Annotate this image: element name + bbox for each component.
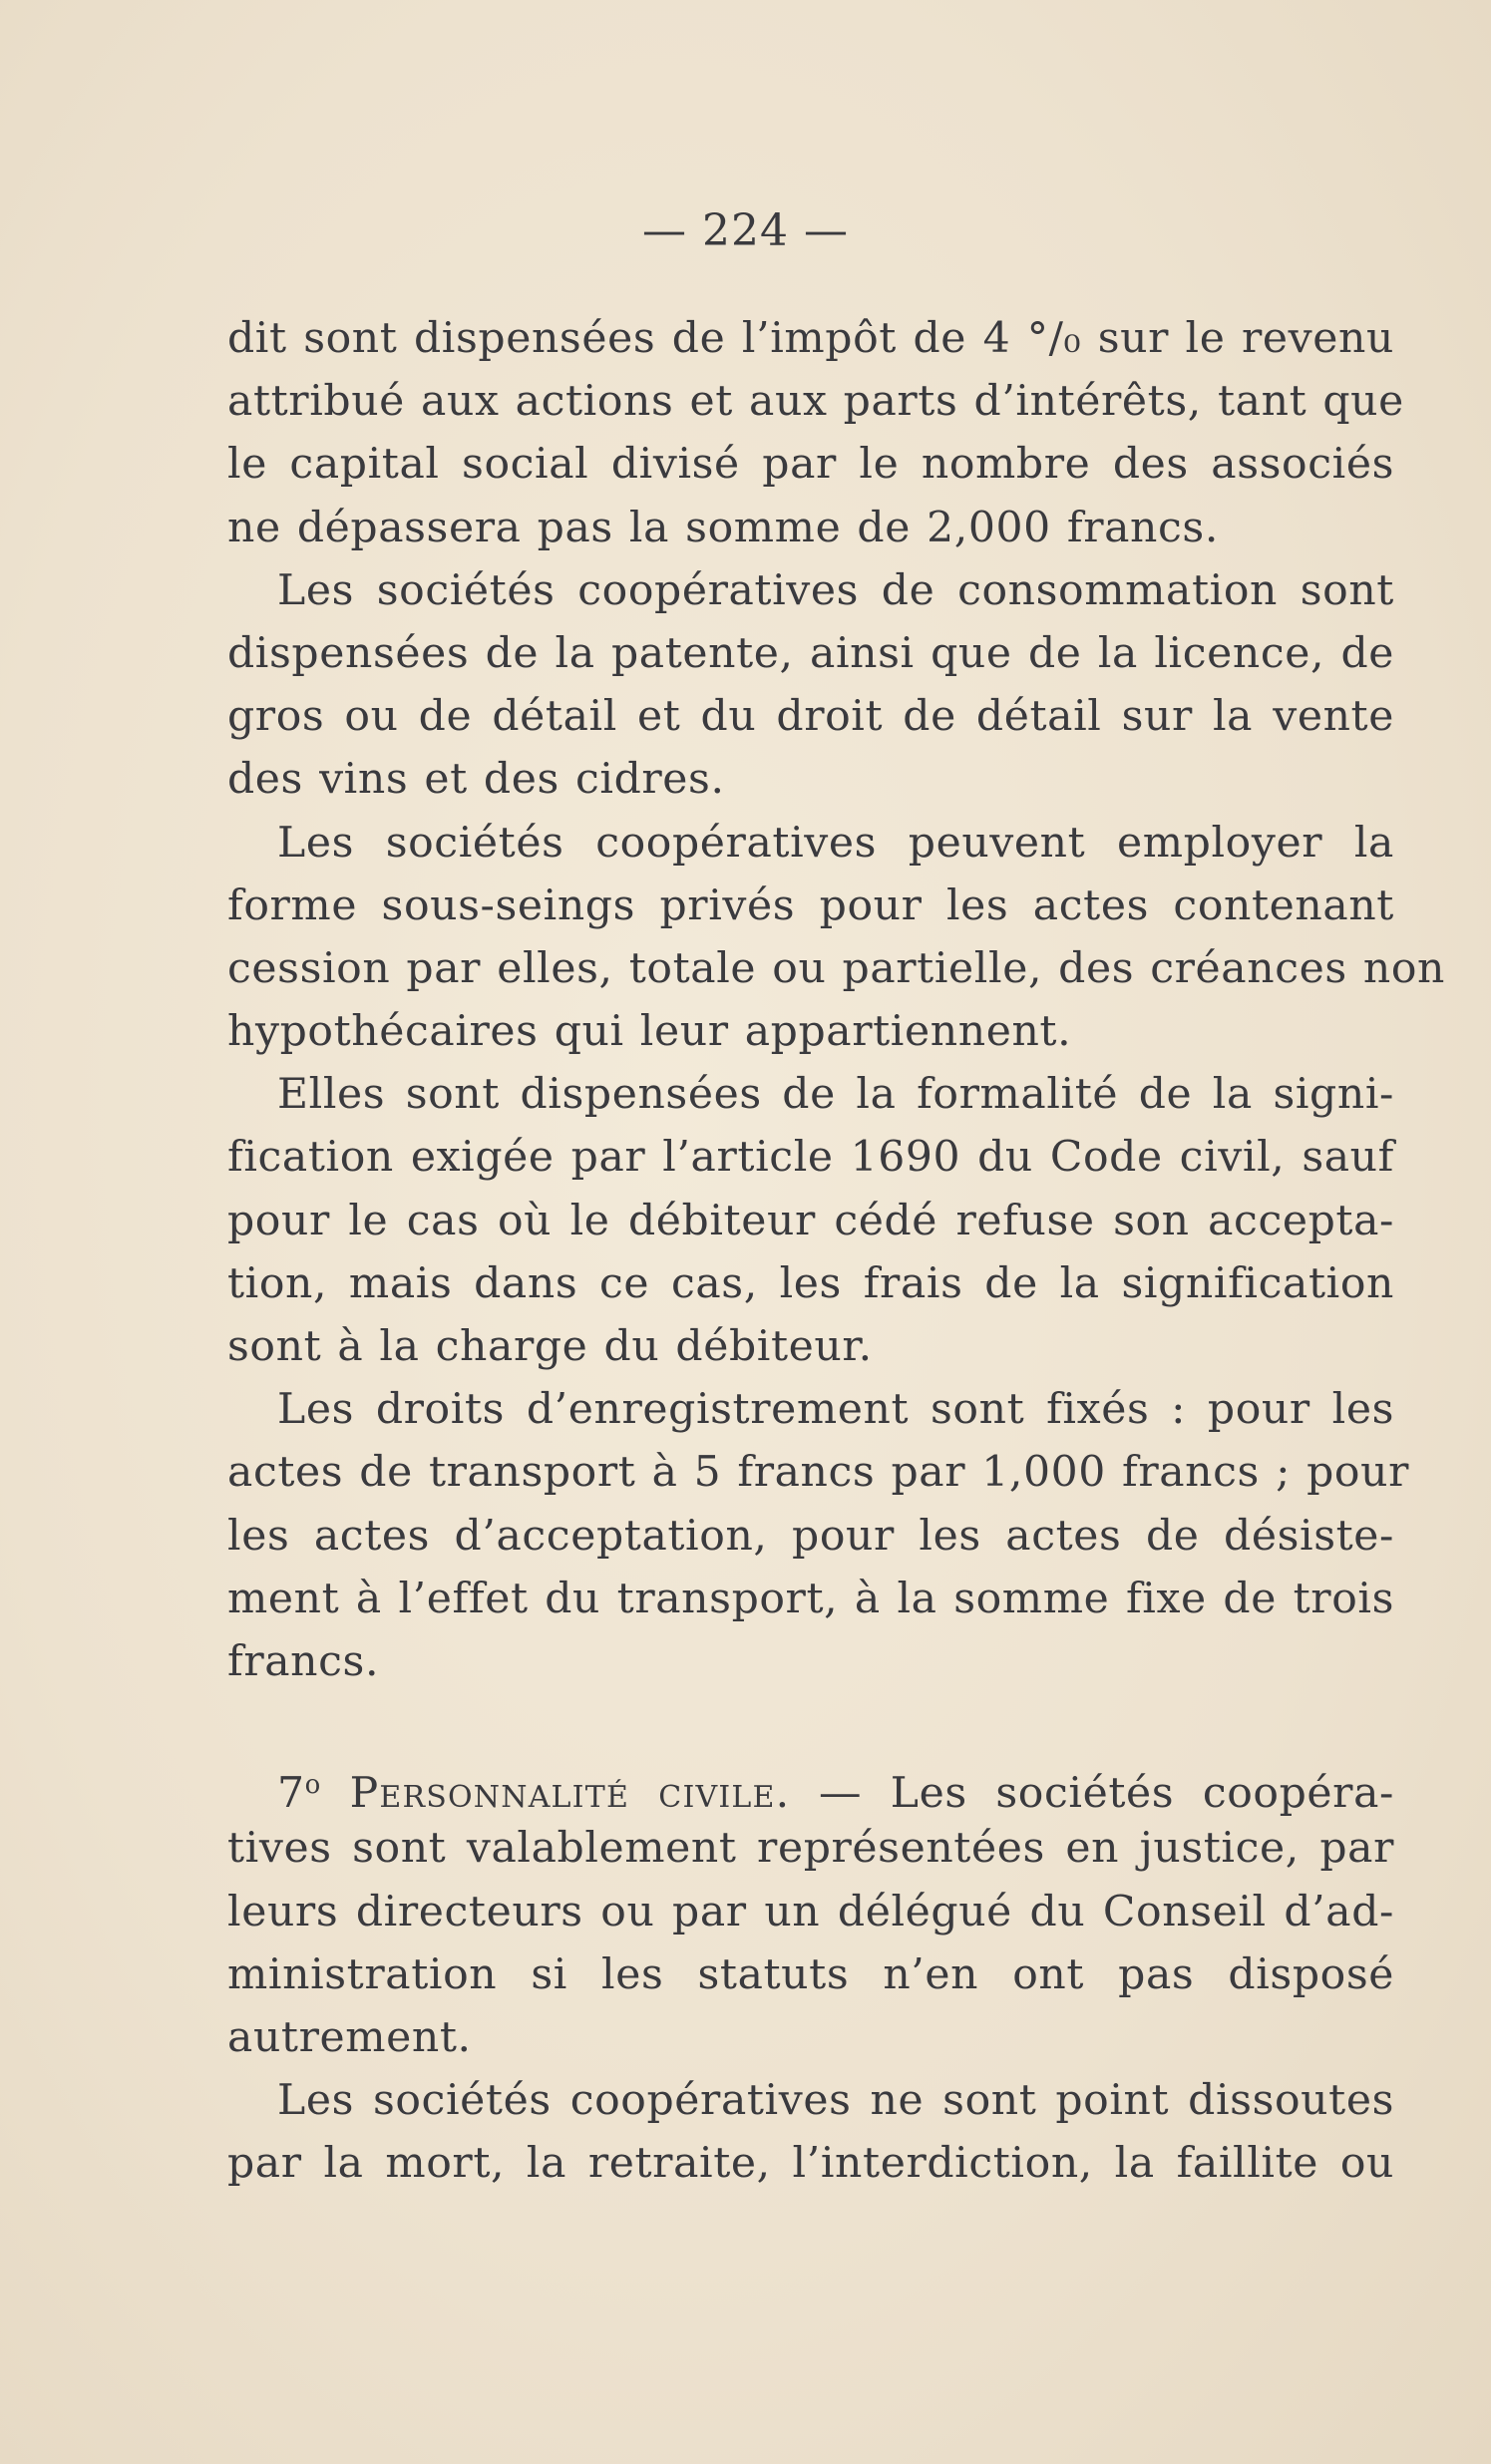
text-line: Les droits d’enregistrement sont fixés : pour les [277,1385,1394,1435]
section-paragraph [227,1754,1394,2069]
section-number: 7 [277,1769,305,1819]
text-line: ministration si les statuts n’en ont pas disposé [227,1949,1394,1999]
text-line: Les sociétés coopératives ne sont point dissoutes [277,2076,1394,2126]
paragraph [227,1063,1394,1378]
text-line: tion, mais dans ce cas, les frais de la signification [227,1258,1394,1308]
page-number: — 224 — [642,205,849,256]
paragraph [227,307,1404,559]
text-line: actes de transport à 5 francs par 1,000 francs ; pour [227,1448,1409,1498]
paragraph [227,2069,1394,2195]
text-line: des vins et des cidres. [227,755,725,805]
text-line: francs. [227,1636,380,1686]
text-line: le capital social divisé par le nombre des associés [227,440,1394,490]
text-line: ne dépassera pas la somme de 2,000 francs. [227,503,1219,552]
text-line: autrement. [227,2012,472,2062]
text-line: attribué aux actions et aux parts d’intérêts, tant que [227,377,1404,427]
paragraph [227,1378,1409,1693]
section-ordinal: o [304,1770,321,1801]
text-line: cession par elles, totale ou partielle, des créances non [227,943,1446,993]
text-line: fication exigée par l’article 1690 du Code civil, sauf [227,1133,1394,1183]
paragraph [227,812,1446,1064]
section-title: Personnalité civile. [349,1769,791,1819]
text-line: Les sociétés coopératives peuvent employer la [277,818,1394,868]
text-line: les actes d’acceptation, pour les actes de désiste- [227,1511,1394,1561]
text-line: pour le cas où le débiteur cédé refuse son accepta- [227,1196,1394,1245]
text-line: Elles sont dispensées de la formalité de la signi- [277,1070,1394,1120]
text-line: Les sociétés coopératives de consommation sont [277,565,1394,615]
text-line-part: Les sociétés coopéra- [890,1769,1394,1819]
text-line: dispensées de la patente, ainsi que de la licence, de [227,628,1394,678]
section-heading-line [227,1754,1394,1817]
text-line: ment à l’effet du transport, à la somme fixe de trois [227,1574,1394,1623]
section-spacer [227,1693,1394,1754]
text-line: forme sous-seings privés pour les actes contenant [227,880,1394,930]
text-line: dit sont dispensées de l’impôt de 4 °/₀ sur le revenu [227,314,1394,363]
text-line: tives sont valablement représentées en justice, par [227,1824,1394,1874]
text-line: gros ou de détail et du droit de détail sur la vente [227,692,1394,742]
paragraph [227,559,1394,812]
section-dash: — [790,1769,891,1819]
text-line: par la mort, la retraite, l’interdiction, la faillite ou [227,2139,1394,2189]
body-text [227,307,1446,2195]
text-line: leurs directeurs ou par un délégué du Conseil d’ad- [227,1887,1394,1936]
text-line: sont à la charge du débiteur. [227,1322,873,1371]
text-line: hypothécaires qui leur appartiennent. [227,1007,1072,1057]
